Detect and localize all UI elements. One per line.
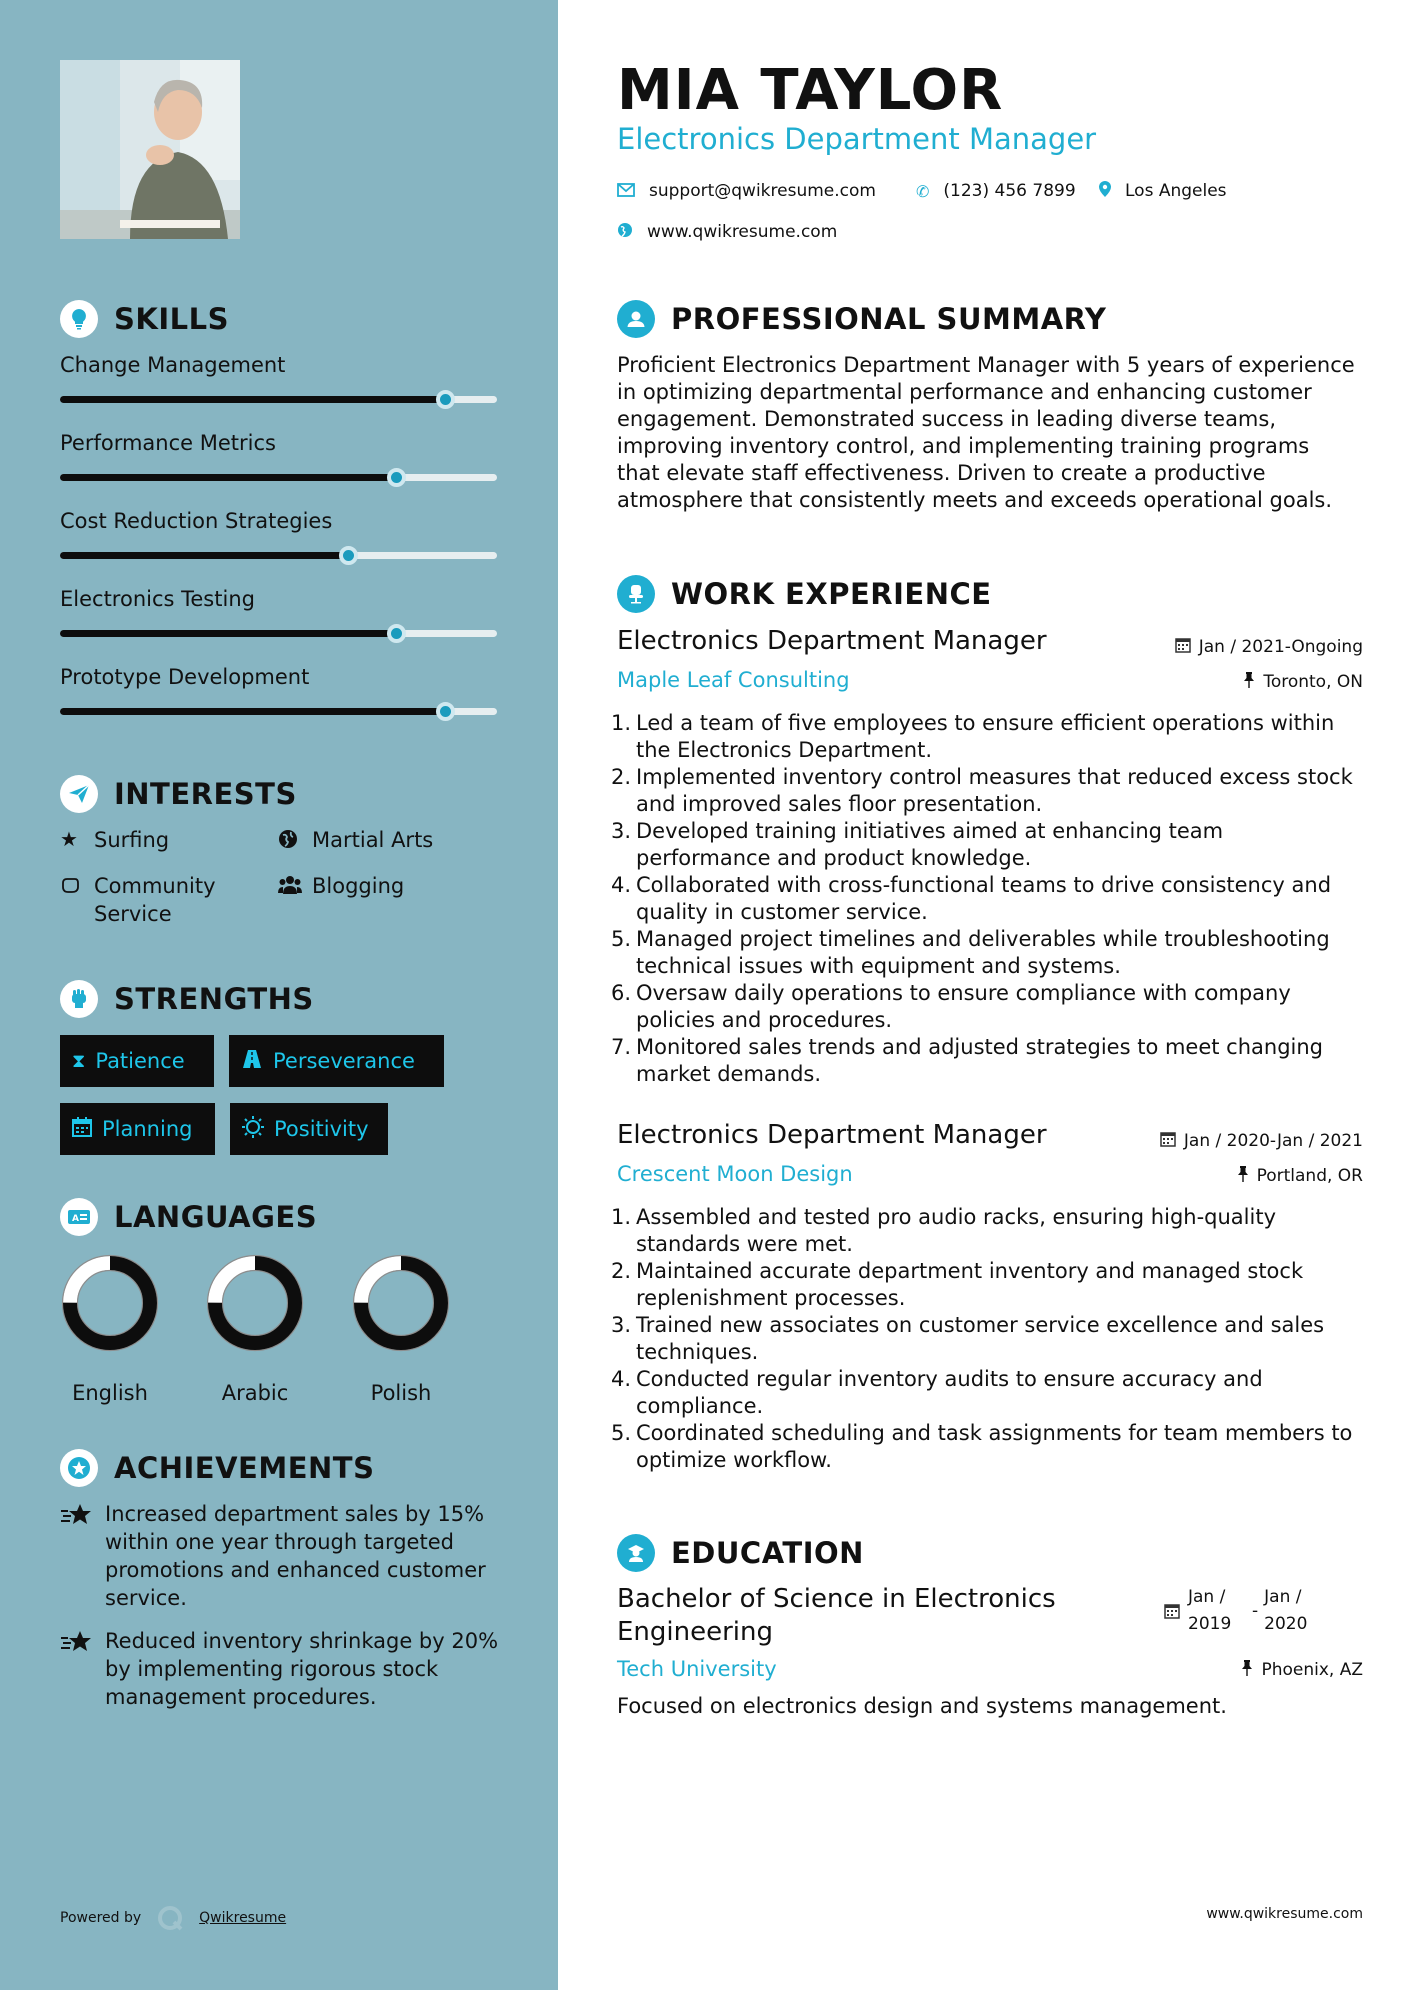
users-icon [278,872,302,901]
school-name: Tech University [617,1657,777,1681]
location-text: Los Angeles [1125,181,1227,201]
interest-label: Community Service [94,874,216,926]
sidebar [0,0,558,1990]
skill-bar-fill [60,630,396,637]
calendar-icon [1160,1131,1176,1151]
duty-item [611,872,1361,926]
strength-label: Patience [95,1049,185,1073]
education-start: Jan / 2019 [1188,1587,1232,1634]
language-item [50,1253,170,1405]
duty-number: 1. [611,711,632,735]
language-card-icon [60,1198,98,1236]
achievements-heading [60,1449,374,1487]
job-title: Electronics Department Manager [617,626,1047,656]
office-chair-icon [617,575,655,613]
duty-item [611,1312,1361,1366]
achievement-item [60,1627,500,1711]
skill-name: Cost Reduction Strategies [60,509,333,533]
duty-number: 4. [611,1367,632,1391]
skill-item [60,509,500,533]
skill-name: Change Management [60,353,286,377]
duty-item [611,926,1361,980]
road-icon [241,1049,263,1074]
skill-bar-track [60,552,497,559]
strength-tag [230,1103,388,1155]
duty-text: Coordinated scheduling and task assignments for team members to optimize workflow. [636,1421,1353,1472]
duty-text: Conducted regular inventory audits to ensure accuracy and compliance. [636,1367,1263,1418]
education-end: Jan / 2020 [1264,1587,1308,1634]
duty-item [611,1258,1361,1312]
pushpin-icon [1243,672,1255,692]
summary-title: PROFESSIONAL SUMMARY [671,302,1107,336]
main-content [558,0,1407,1990]
skill-bar-fill [60,396,445,403]
language-level-ring [60,1253,160,1353]
contact-phone [916,181,1076,201]
language-name: Arabic [221,1381,289,1405]
job-location [1243,672,1363,692]
skill-name: Electronics Testing [60,587,255,611]
degree-title: Bachelor of Science in Electronics Engineering [617,1584,1056,1647]
duty-item [611,710,1361,764]
date-separator: - [1252,1601,1259,1621]
education-dates [1164,1584,1316,1638]
phone-icon: ✆ [916,181,930,201]
achievement-item [60,1500,500,1612]
star-badge-icon [60,1449,98,1487]
languages-title: LANGUAGES [114,1200,318,1234]
education-location [1241,1660,1363,1680]
skill-bar-track [60,396,497,403]
language-level-ring [351,1253,451,1353]
duty-item [611,1420,1361,1474]
qwikresume-logo-icon [157,1905,183,1931]
duty-text: Led a team of five employees to ensure efficient operations within the Electronics Department. [636,711,1335,762]
experience-title: WORK EXPERIENCE [671,577,992,611]
education-description: Focused on electronics design and systems management. [617,1694,1227,1718]
interest-item [278,826,472,855]
skill-bar-fill [60,474,396,481]
calendar-icon [1164,1601,1180,1638]
duty-text: Implemented inventory control measures that reduced excess stock and improved sales floor presentation. [636,765,1353,816]
skill-bar-knob [387,624,406,643]
duty-item [611,1204,1361,1258]
job-duties-list [611,710,1361,1088]
language-name: Polish [370,1381,432,1405]
language-item [195,1253,315,1405]
strength-label: Positivity [274,1117,369,1141]
hourglass-icon: ⧗ [72,1050,86,1072]
website-text[interactable]: www.qwikresume.com [647,222,838,242]
skill-bar-knob [339,546,358,565]
duty-item [611,764,1361,818]
skill-bar-track [60,474,497,481]
skills-heading [60,300,229,338]
duty-text: Managed project timelines and deliverables while troubleshooting technical issues with equipment and systems. [636,927,1330,978]
shooting-star-icon [60,1500,105,1612]
duty-number: 5. [611,1421,632,1445]
strength-label: Perseverance [273,1049,415,1073]
calendar-icon [72,1117,92,1142]
language-level-ring [205,1253,305,1353]
duty-item [611,980,1361,1034]
strength-tag [60,1103,215,1155]
job-location-text: Portland, OR [1256,1166,1363,1186]
calendar-icon [1175,637,1191,657]
interest-item [278,872,472,901]
skill-bar-fill [60,552,348,559]
duty-item [611,1034,1361,1088]
duty-text: Developed training initiatives aimed at enhancing team performance and product knowledge. [636,819,1224,870]
education-location-text: Phoenix, AZ [1261,1660,1363,1680]
shooting-star-icon [60,1627,105,1711]
candidate-title: Electronics Department Manager [617,122,1097,156]
skill-bar-knob [387,468,406,487]
duty-text: Maintained accurate department inventory and managed stock replenishment processes. [636,1259,1304,1310]
pushpin-icon [1237,1166,1249,1186]
duty-text: Trained new associates on customer service excellence and sales techniques. [636,1313,1325,1364]
job-dates-text: Jan / 2020-Jan / 2021 [1183,1131,1363,1151]
job-dates [1175,637,1363,657]
skills-title: SKILLS [114,302,229,336]
skill-name: Performance Metrics [60,431,276,455]
duty-number: 6. [611,981,632,1005]
skill-bar-fill [60,708,445,715]
duty-number: 2. [611,765,632,789]
duty-number: 7. [611,1035,632,1059]
strengths-heading [60,980,314,1018]
achievements-title: ACHIEVEMENTS [114,1451,375,1485]
duty-number: 3. [611,819,632,843]
languages-heading [60,1198,317,1236]
profile-photo [60,60,240,239]
summary-text: Proficient Electronics Department Manager with 5 years of experience in optimizing departmental performance and enhancing customer engagement. Demonstrated success in leading diverse teams, improving inventory control, and implementing training programs that elevate staff effectiveness. Driven to create a productive atmosphere that consistently meets and exceeds operational goals. [617,353,1355,512]
interests-heading [60,775,297,813]
hand-icon [60,872,84,901]
powered-label: Powered by [60,1910,142,1926]
skill-bar-knob [436,702,455,721]
footer-url[interactable]: www.qwikresume.com [1206,1906,1363,1922]
contact-location [1099,181,1227,201]
duty-text: Assembled and tested pro audio racks, ensuring high-quality standards were met. [636,1205,1277,1256]
fist-icon [60,980,98,1018]
job-duties-list [611,1204,1361,1474]
candidate-name: MIA TAYLOR [617,58,1004,123]
skill-item [60,431,500,455]
lightbulb-icon [60,300,98,338]
interest-label: Blogging [312,874,405,898]
skill-item [60,587,500,611]
duty-item [611,818,1361,872]
duty-number: 5. [611,927,632,951]
duty-item [611,1366,1361,1420]
achievement-text: Increased department sales by 15% within one year through targeted promotions and enhanced customer service. [105,1502,486,1610]
education-title: EDUCATION [671,1536,864,1570]
skill-item [60,665,500,689]
map-pin-icon [1099,181,1111,201]
duty-number: 1. [611,1205,632,1229]
duty-number: 2. [611,1259,632,1283]
strengths-title: STRENGTHS [114,982,314,1016]
education-heading [617,1534,864,1572]
graduate-icon [617,1534,655,1572]
phone-text: (123) 456 7899 [943,181,1076,201]
email-text[interactable]: support@qwikresume.com [649,181,876,201]
powered-by [60,1905,286,1931]
skill-item [60,353,500,377]
company-name: Crescent Moon Design [617,1162,853,1186]
job-location [1237,1166,1363,1186]
contact-website [617,222,837,242]
interest-label: Martial Arts [312,828,434,852]
company-name: Maple Leaf Consulting [617,668,850,692]
experience-heading [617,575,992,613]
interest-label: Surfing [94,828,170,852]
user-icon [617,300,655,338]
duty-number: 4. [611,873,632,897]
paper-plane-icon [60,775,98,813]
duty-text: Oversaw daily operations to ensure compliance with company policies and procedures. [636,981,1291,1032]
pushpin-icon [1241,1660,1253,1680]
job-dates [1160,1131,1363,1151]
job-title: Electronics Department Manager [617,1120,1047,1150]
duty-text: Monitored sales trends and adjusted strategies to meet changing market demands. [636,1035,1324,1086]
strength-label: Planning [102,1117,193,1141]
job-dates-text: Jan / 2021-Ongoing [1198,637,1363,657]
globe-icon [278,826,302,855]
star-icon: ★ [60,827,78,851]
interest-item [60,826,254,854]
duty-number: 3. [611,1313,632,1337]
skill-bar-track [60,630,497,637]
strength-tag [60,1035,214,1087]
duty-text: Collaborated with cross-functional teams to drive consistency and quality in customer service. [636,873,1332,924]
contact-email [617,181,876,201]
language-name: English [72,1381,148,1405]
qwikresume-link[interactable]: Qwikresume [199,1910,287,1926]
achievement-text: Reduced inventory shrinkage by 20% by implementing rigorous stock management procedures. [105,1629,499,1709]
svg-text:A: A [72,1214,79,1224]
skill-name: Prototype Development [60,665,310,689]
skill-bar-knob [436,390,455,409]
language-item [341,1253,461,1405]
sun-icon [242,1116,264,1143]
summary-heading [617,300,1106,338]
interest-item [60,872,254,928]
strength-tag [229,1035,444,1087]
job-location-text: Toronto, ON [1263,672,1363,692]
globe-icon [617,222,633,242]
envelope-icon [617,182,635,201]
interests-title: INTERESTS [114,777,297,811]
skill-bar-track [60,708,497,715]
